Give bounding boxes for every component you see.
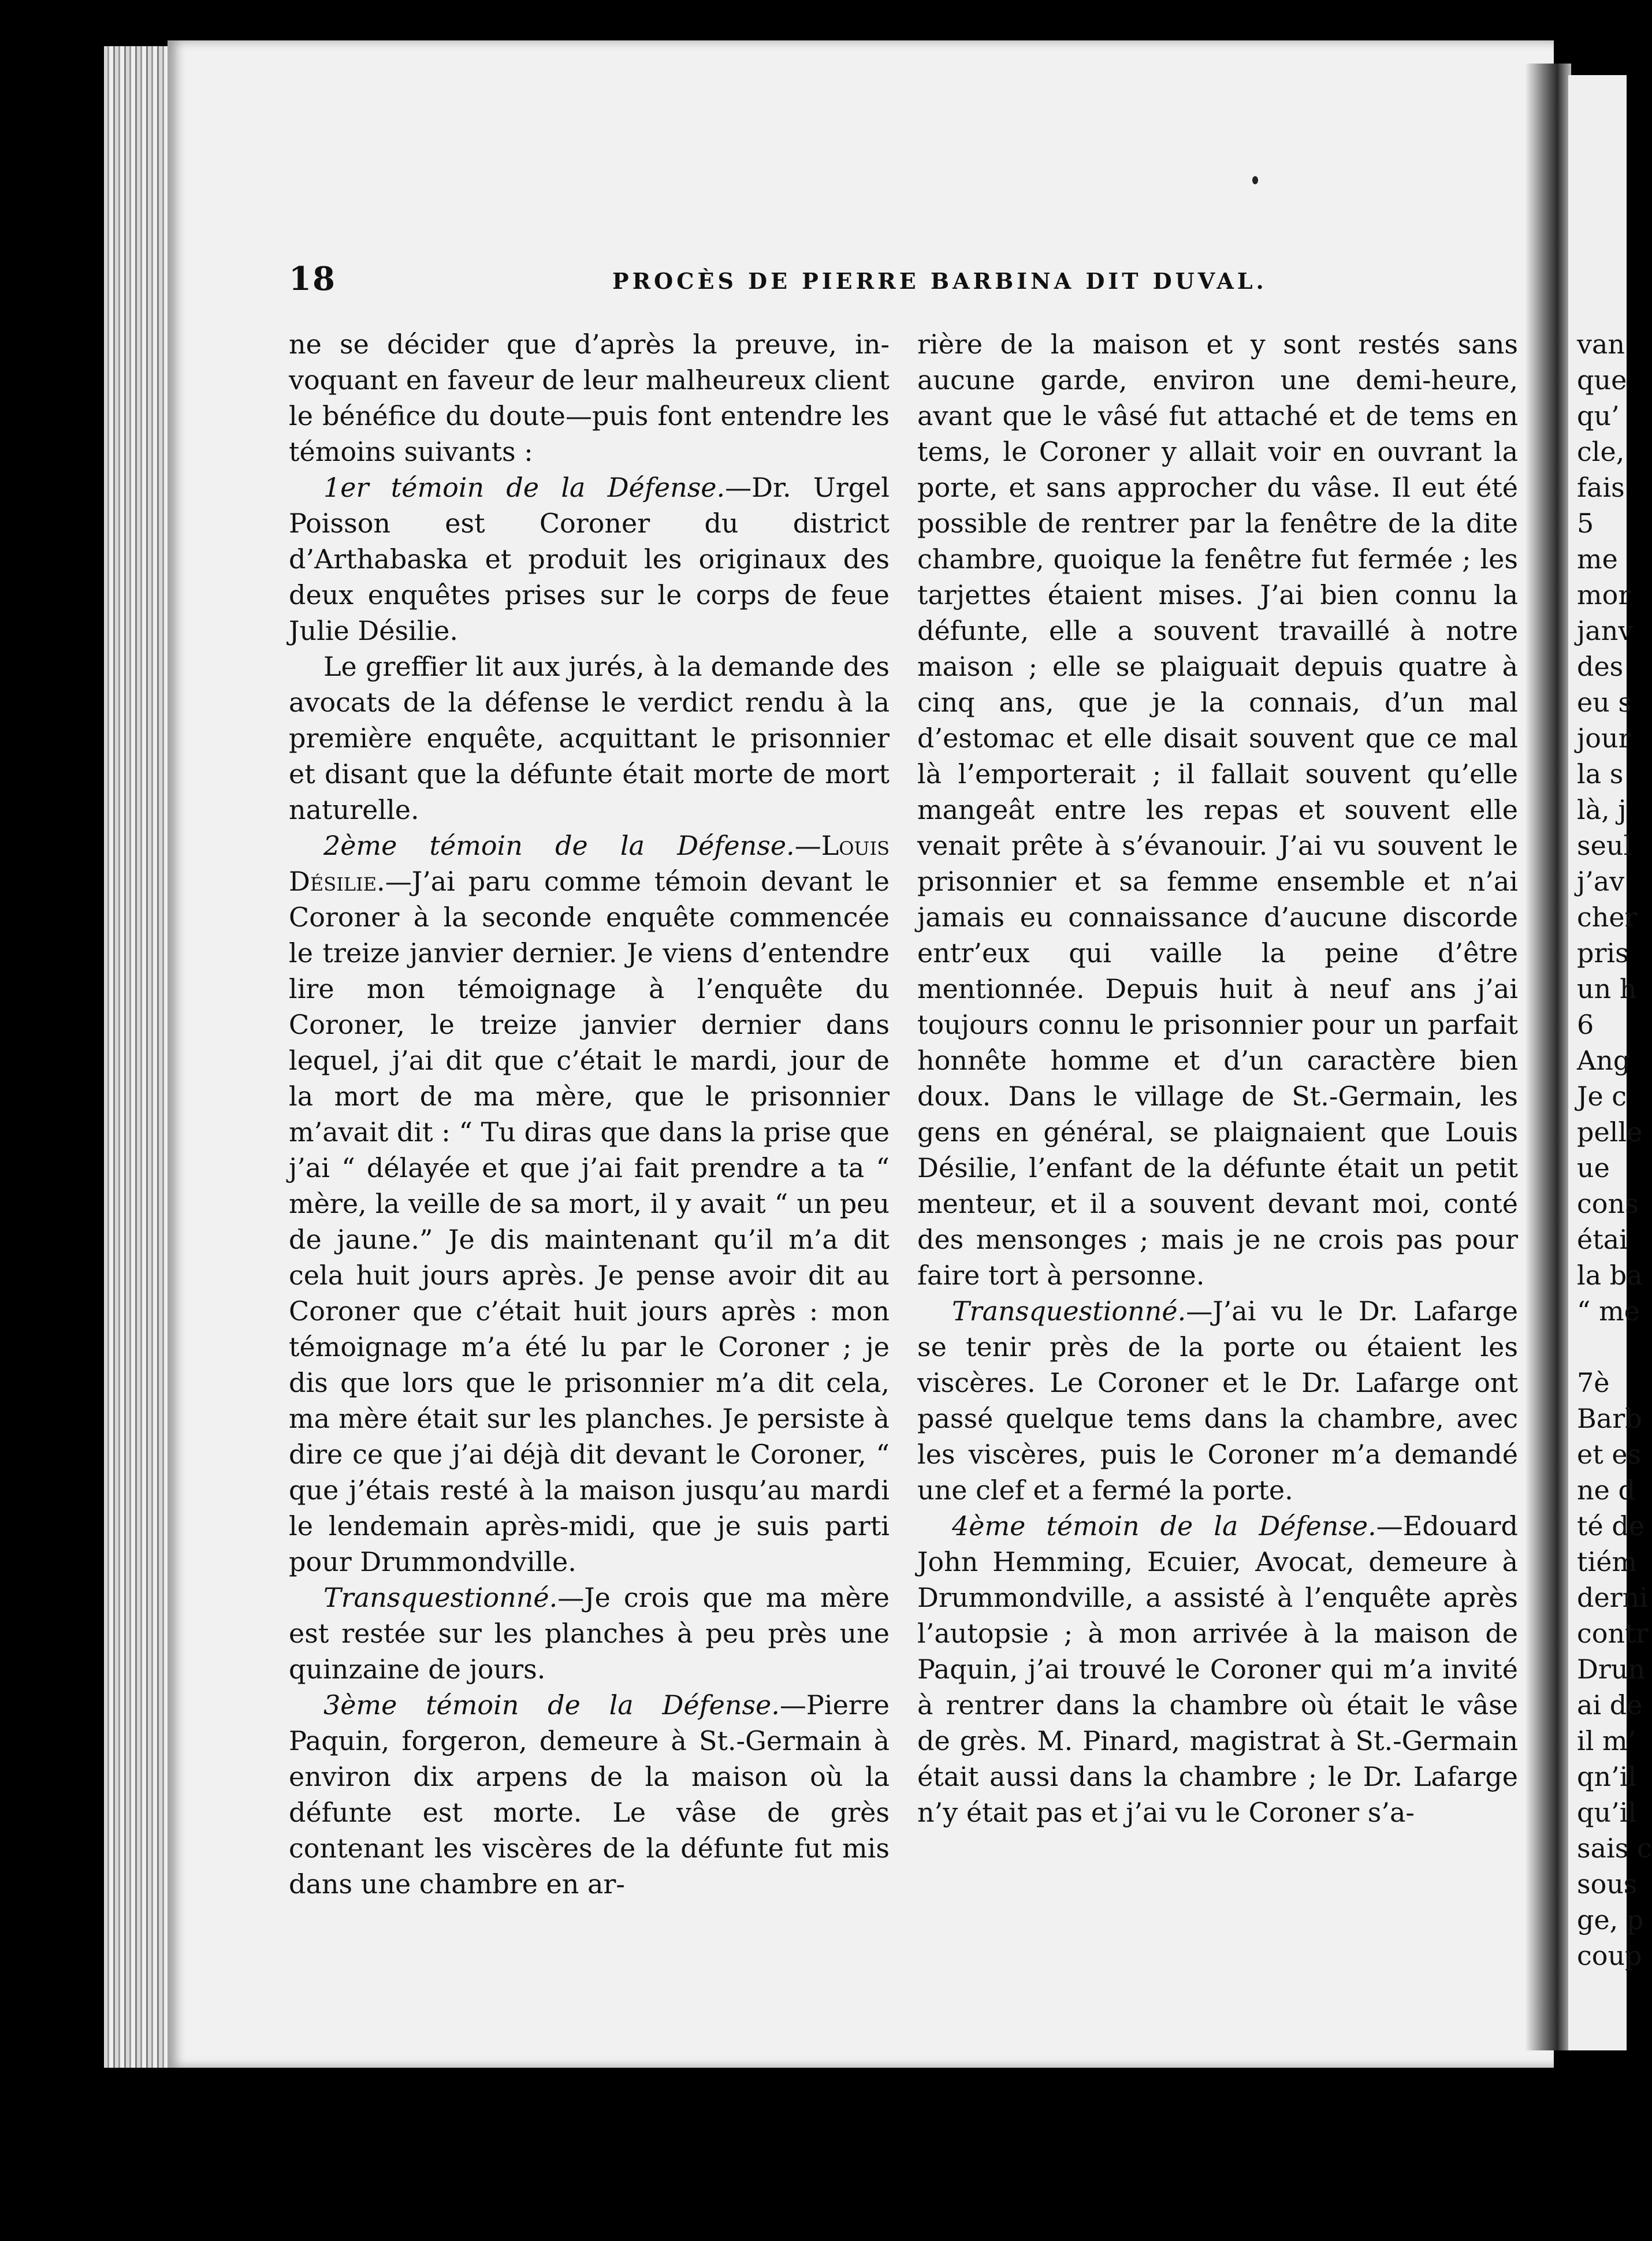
- facing-page-fragment: “ me: [1577, 1296, 1640, 1327]
- facing-page-fragment: 7è: [1577, 1367, 1610, 1398]
- paragraph: [289, 649, 890, 828]
- paragraph-text: —Dr. Urgel Poisson est Coroner du district d’Arthabaska et produit les originaux des deux enquêtes prises sur le corps de feue Julie Désilie.: [289, 472, 890, 646]
- witness-name: —Louis Désilie.: [289, 830, 890, 897]
- facing-page-fragment: que: [1577, 364, 1627, 396]
- facing-page-fragment: il m’: [1577, 1725, 1636, 1756]
- facing-page-fragment: la s: [1577, 758, 1624, 790]
- paragraph: [917, 1293, 1518, 1508]
- binding-gutter: [1525, 64, 1571, 2050]
- facing-page-fragment: Je c: [1577, 1081, 1627, 1112]
- facing-page-fragment: j’av: [1577, 866, 1625, 897]
- facing-page-fragment: fais: [1577, 472, 1625, 503]
- facing-page-fragment: sous: [1577, 1868, 1638, 1900]
- facing-page-fragment: contr: [1577, 1618, 1649, 1649]
- facing-page-fragment: janv: [1577, 615, 1634, 646]
- page-number: 18: [289, 260, 336, 298]
- facing-page-fragment: cher: [1577, 902, 1638, 933]
- paragraph-text: Le greffier lit aux jurés, à la demande des avocats de la défense le verdict rendu à la première enquête, acquittant le prisonnier et disant que la défunte était morte de mort naturelle.: [289, 651, 890, 825]
- facing-page-fragment: tiém: [1577, 1546, 1638, 1577]
- paragraph-text: ne se décider que d’après la preuve, in-voquant en faveur de leur malheureux client le bénéfice du doute—puis font entendre les témoins suivants :: [289, 329, 890, 467]
- facing-page-fragment: jour: [1577, 723, 1631, 754]
- cross-examination-heading: Transquestionné.: [323, 1582, 558, 1613]
- facing-page-fragment: ne d: [1577, 1475, 1635, 1506]
- facing-page-fragment: et es: [1577, 1439, 1642, 1470]
- witness-heading: 4ème témoin de la Défense.: [952, 1510, 1376, 1542]
- facing-page-fragment: cons: [1577, 1188, 1639, 1219]
- facing-page-fragment: cle,: [1577, 436, 1625, 467]
- facing-page-fragment: étai: [1577, 1224, 1628, 1255]
- paragraph-text: —Pierre Paquin, forgeron, demeure à St.-Germain à environ dix arpens de la maison où la défunte est morte. Le vâse de grès contenant les viscères de la défunte fut mis dans une chambre en ar-: [289, 1689, 890, 1900]
- paragraph: [917, 1508, 1518, 1830]
- paragraph: [289, 470, 890, 649]
- right-column: [917, 326, 1518, 1830]
- facing-page-fragment: té de: [1577, 1510, 1644, 1542]
- facing-page-fragment: pris: [1577, 937, 1629, 969]
- facing-page-fragment: 5: [1577, 508, 1594, 539]
- paragraph: [917, 326, 1518, 1293]
- facing-page-fragment: [1577, 1329, 1652, 1365]
- facing-page-fragment: sais c: [1577, 1833, 1652, 1864]
- facing-page-text: [1577, 326, 1652, 1974]
- paragraph-text: —Je crois que ma mère est restée sur les planches à peu près une quinzaine de jours.: [289, 1582, 890, 1685]
- facing-page-fragment: coup: [1577, 1940, 1642, 1971]
- facing-page-fragment: Drun: [1577, 1654, 1646, 1685]
- facing-page-fragment: ai de: [1577, 1689, 1643, 1721]
- paragraph-text: —J’ai vu le Dr. Lafarge se tenir près de la porte ou étaient les viscères. Le Coroner et le Dr. Lafarge ont passé quelque tems dans la chambre, avec les viscères, puis le Coroner m’a demandé une clef et a fermé la porte.: [917, 1296, 1518, 1506]
- paragraph-text: —J’ai paru comme témoin devant le Coroner à la seconde enquête commencée le treize janvier dernier. Je viens d’entendre lire mon témoignage à l’enquête du Coroner, le treize janvier dernier dans lequel, j’ai dit que c’était le mardi, jour de la mort de ma mère, que le prisonnier m’avait dit : “ Tu diras que dans la prise que j’ai “ délayée et que j’ai fait prendre a ta “ mère, la veille de sa mort, il y avait “ un peu de jaune.” Je dis maintenant qu’il m’a dit cela huit jours après. Je pense avoir dit au Coroner que c’était huit jours après : mon témoignage m’a été lu par le Coroner ; je dis que lors que le prisonnier m’a dit cela, ma mère était sur les planches. Je persiste à dire ce que j’ai déjà dit devant le Coroner, “ que j’étais resté à la maison jusqu’au mardi le lendemain après-midi, que je suis parti pour Drummondville.: [289, 866, 890, 1577]
- facing-page-fragment: seul: [1577, 830, 1632, 861]
- paragraph: [289, 1580, 890, 1687]
- facing-page-fragment: ge, p: [1577, 1904, 1644, 1935]
- paragraph: [289, 326, 890, 470]
- facing-page-fragment: Ang: [1577, 1045, 1631, 1076]
- facing-page-fragment: qu’: [1577, 400, 1620, 431]
- facing-page-fragment: me: [1577, 544, 1618, 575]
- facing-page-fragment: mor: [1577, 579, 1631, 610]
- facing-page-fragment: des: [1577, 651, 1624, 682]
- facing-page-fragment: pelle: [1577, 1116, 1643, 1148]
- facing-page-fragment: qn’il: [1577, 1761, 1637, 1792]
- witness-heading: 3ème témoin de la Défense.: [323, 1689, 780, 1721]
- facing-page-fragment: van: [1577, 329, 1625, 360]
- facing-page-fragment: là, j: [1577, 794, 1627, 825]
- facing-page-fragment: derni: [1577, 1582, 1648, 1613]
- left-column: [289, 326, 890, 1902]
- running-title: PROCÈS DE PIERRE BARBINA DIT DUVAL.: [612, 268, 1267, 294]
- witness-heading: 2ème témoin de la Défense.: [323, 830, 795, 861]
- facing-page-fragment: Barb: [1577, 1403, 1642, 1434]
- cross-examination-heading: Transquestionné.: [952, 1296, 1186, 1327]
- facing-page-fragment: la ba: [1577, 1260, 1643, 1291]
- facing-page-fragment: eu s: [1577, 687, 1632, 718]
- facing-page-fragment: un h: [1577, 973, 1637, 1004]
- running-head: [289, 260, 1548, 306]
- paragraph: [289, 828, 890, 1580]
- paragraph-text: —Edouard John Hemming, Ecuier, Avocat, demeure à Drummondville, a assisté à l’enquête après l’autopsie ; à mon arrivée à la maison de Paquin, j’ai trouvé le Coroner qui m’a invité à rentrer dans la chambre où était le vâse de grès. M. Pinard, magistrat à St.-Germain était aussi dans la chambre ; le Dr. Lafarge n’y était pas et j’ai vu le Coroner s’a-: [917, 1510, 1518, 1828]
- witness-heading: 1er témoin de la Défense.: [323, 472, 725, 503]
- paragraph-text: rière de la maison et y sont restés sans aucune garde, environ une demi-heure, avant que le vâsé fut attaché et de tems en tems, le Coroner y allait voir en ouvrant la porte, et sans approcher du vâse. Il eut été possible de rentrer par la fenêtre de la dite chambre, quoique la fenêtre fut fermée ; les tarjettes étaient mises. J’ai bien connu la défunte, elle a souvent travaillé à notre maison ; elle se plaiguait depuis quatre à cinq ans, que je la connais, d’un mal d’estomac et elle disait souvent que ce mal là l’emporterait ; il fallait souvent qu’elle mangeât entre les repas et souvent elle venait prête à s’évanouir. J’ai vu souvent le prisonnier et sa femme ensemble et n’ai jamais eu connaissance d’aucune discorde entr’eux qui vaille la peine d’être mentionnée. Depuis huit à neuf ans j’ai toujours connu le prisonnier pour un parfait honnête homme et d’un caractère bien doux. Dans le village de St.-Germain, les gens en général, se plaignaient que Louis Désilie, l’enfant de la défunte était un petit menteur, et il a souvent devant moi, conté des mensonges ; mais je ne crois pas pour faire tort à personne.: [917, 329, 1518, 1291]
- facing-page-fragment: ue: [1577, 1152, 1610, 1183]
- facing-page-fragment: qu’il: [1577, 1797, 1637, 1828]
- ink-speck: [1252, 176, 1258, 184]
- facing-page-fragment: 6: [1577, 1009, 1594, 1040]
- paragraph: [289, 1687, 890, 1902]
